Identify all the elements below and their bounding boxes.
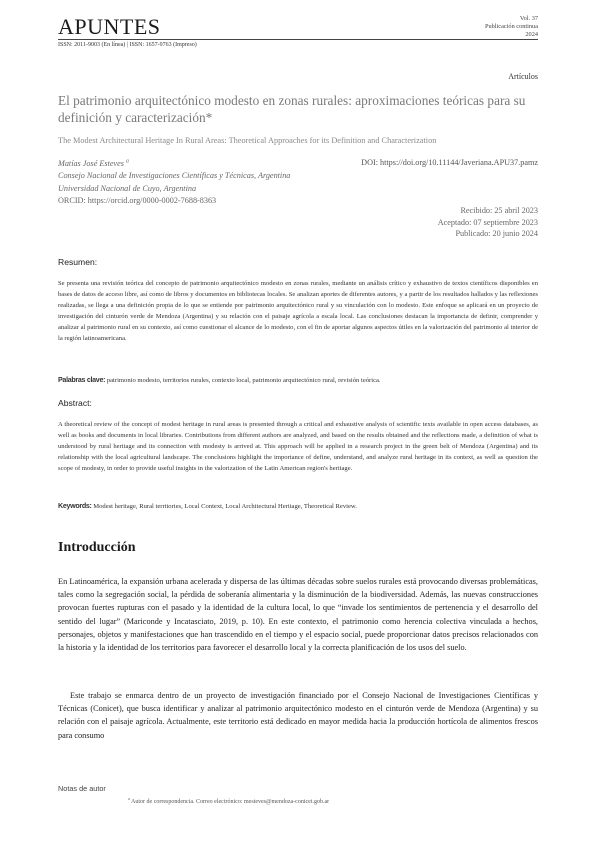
intro-paragraph-2: Este trabajo se enmarca dentro de un proyecto de investigación financiado por el Consejo Nacional de Investigaciones Científicas y Técnicas (Conicet), que busca identificar y analizar al patrimonio arquitectónico modesto en el cinturón verde de Mendoza (Argentina) y su relación con el paisaje agrícola. Actualmente, este territorio está dedicado en mayor medida hacia la producción hortícola de alimentos frescos para consumo	[58, 691, 538, 740]
abstract-heading: Abstract:	[58, 398, 92, 408]
date-received: Recibido: 25 abril 2023	[460, 206, 538, 215]
date-accepted: Aceptado: 07 septiembre 2023	[437, 217, 538, 227]
publication-type: Publicación continua	[485, 23, 538, 31]
date-published: Publicado: 20 junio 2024	[455, 229, 538, 238]
article-title-es: El patrimonio arquitectónico modesto en zonas rurales: aproximaciones teóricas para su definición y caracterización*	[58, 93, 526, 125]
keywords-en-list: Modest heritage, Rural territories, Local Context, Local Architectural Heritage, Theoretical Review.	[93, 503, 357, 510]
author-affiliation-1: Consejo Nacional de Investigaciones Científicas y Técnicas, Argentina	[58, 171, 291, 181]
publication-year: 2024	[525, 31, 538, 39]
issn-line: ISSN: 2011-9003 (En línea) | ISSN: 1657-9763 (Impreso)	[58, 42, 197, 48]
author-footnote: $^a$ Autor de correspondencia. Correo electrónico: mesteves@mendoza-conicet.gob.ar	[128, 796, 330, 805]
keywords-en	[58, 501, 538, 512]
keywords-es	[58, 375, 538, 386]
keywords-en-label: Keywords:	[58, 502, 92, 510]
author-name: Matías José Esteves $^a$	[58, 158, 129, 168]
volume-number: Vol. 37	[519, 15, 538, 22]
journal-name: APUNTES	[58, 14, 161, 39]
resumen-heading: Resumen:	[58, 257, 98, 267]
abstract-text: A theoretical review of the concept of modest heritage in rural areas is presented through a critical and exhaustive analysis of scientific texts available in open access databases, as well as books and documents in local libraries. Contributions from different authors are analyzed, and based on the results obtained and the reflections made, a definition of what is understood by rural heritage and its connection with modesty is arrived at. This approach will be applied in a research project in the green belt of Mendoza (Argentina) and its relationship with the local agricultural landscape. The conclusions highlight the importance of define, understand, and analyze rural heritage in its context, as well as question the scope of modesty, in order to provide useful insights in the valorization of the Latin American region's heritage.	[58, 421, 538, 473]
introduction-heading: Introducción	[58, 540, 136, 555]
author-affiliation-2: Universidad Nacional de Cuyo, Argentina	[58, 183, 197, 193]
author-mark: a	[125, 158, 129, 165]
author-orcid[interactable]: ORCID: https://orcid.org/0000-0002-7688-8363	[58, 195, 217, 205]
article-title-en: The Modest Architectural Heritage In Rural Areas: Theoretical Approaches for its Definition and Characterization	[58, 136, 437, 145]
dates-block	[438, 205, 538, 240]
author-notes-heading: Notas de autor	[58, 784, 106, 793]
author-block	[58, 158, 318, 207]
keywords-es-list: patrimonio modesto, territorios rurales, contexto local, patrimonio arquitectónico rural, revisión teórica.	[106, 377, 381, 384]
intro-paragraph-1: En Latinoamérica, la expansión urbana acelerada y dispersa de las últimas décadas sobre suelos rurales está provocando diversas problemáticas, tales como la segregación social, la pérdida de soberanía alimentaria y la disminución de la biodiversidad. Además, las nuevas construcciones provocan fuertes rupturas con el pasado y la identidad de la cultura local, lo que “invade los sentimientos de pertenencia y el desarrollo del sentido del lugar” (Mariconde y Incatasciato, 2019, p. 10). En este contexto, el patrimonio como herencia colectiva vinculada a hechos, personajes, objetos y manifestaciones que han trascendido en el tiempo y el espacio social, puede proporcionar datos precisos relacionados con la historia y la identidad de los territorios para favorecer el desarrollo local y la correcta planificación de los usos del suelo.	[58, 577, 538, 653]
resumen-text: Se presenta una revisión teórica del concepto de patrimonio arquitectónico modesto en zonas rurales, mediante un análisis crítico y exhaustivo de textos científicos disponibles en bases de datos de acceso libre, así como de libros y documentos en bibliotecas locales. Se analizan aportes de diferentes autores, y a partir de los resultados hallados y las reflexiones realizadas, se llega a una definición propia de lo que se entiende por patrimonio arquitectónico rural y su vinculación con lo modesto. Este enfoque se aplicará en un proyecto de investigación del cinturón verde de Mendoza (Argentina) y su relación con el paisaje agrícola a escala local. Las conclusiones destacan la importancia de definir, comprender y analizar al patrimonio rural en su contexto, así como cuestionar el alcance de lo modesto, con el fin de aportar algunos aspectos útiles en la valorización del patrimonio al interior de la región latinoamericana.	[58, 280, 538, 343]
footnote-mark: a	[128, 796, 130, 801]
section-label: Artículos	[508, 72, 538, 81]
doi-link[interactable]: DOI: https://doi.org/10.11144/Javeriana.APU37.pamz	[361, 158, 538, 167]
volume-info	[485, 15, 538, 40]
keywords-es-label: Palabras clave:	[58, 376, 106, 384]
header-rule	[58, 39, 538, 40]
